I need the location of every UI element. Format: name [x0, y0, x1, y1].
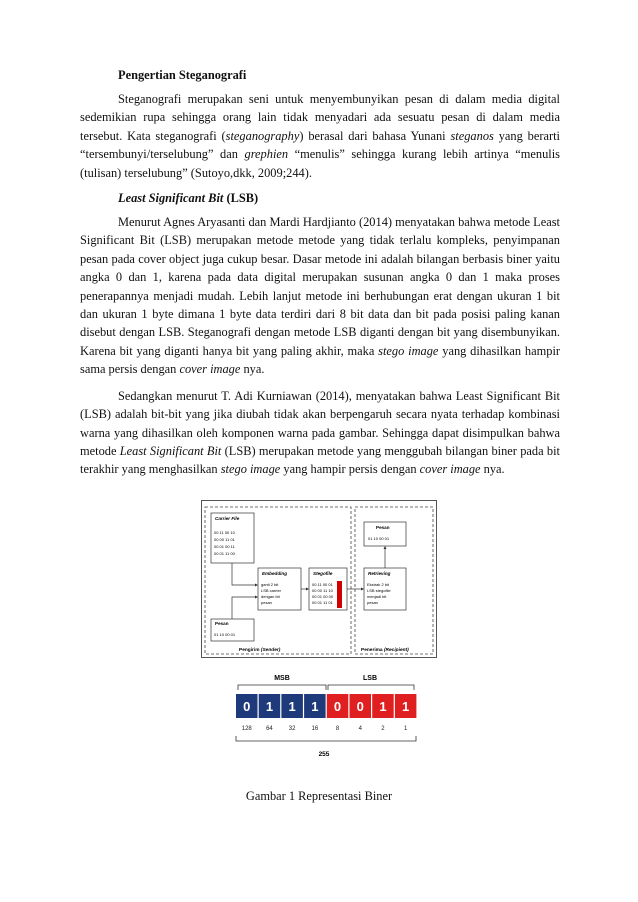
stegofile-line: 00 11 00 01 [312, 582, 333, 587]
text-run-italic: cover image [179, 362, 241, 377]
paragraph-steganografi [80, 90, 560, 182]
text-run: “menulis” sehingga kurang lebih artinya “menulis (tulisan) terselubung” (Sutoyo,dkk, 2009;244). [80, 147, 560, 180]
pesan-right-title: Pesan [376, 525, 390, 530]
text-run: yang berarti “tersembunyi/terselubung” dan [80, 128, 560, 162]
bit-value: 1 [265, 699, 274, 714]
bit-weight: 4 [358, 726, 362, 732]
paragraph-lsb-2 [80, 387, 560, 479]
bit-value: 1 [311, 699, 319, 714]
bit-weight: 32 [288, 726, 296, 732]
stegofile-title: Stegofile [313, 571, 333, 576]
text-run-italic: steganos [450, 128, 494, 143]
retrieving-line: pesan [367, 600, 378, 605]
bit-value: 1 [402, 699, 410, 714]
bit-weight: 16 [311, 726, 319, 732]
text-run-italic: steganography [225, 128, 300, 143]
text-run: yang hampir persis dengan [280, 462, 420, 477]
text-run: Menurut Agnes Aryasanti dan Mardi Hardjianto (2014) menyatakan bahwa metode Least Significant Bit (LSB) merupakan metode metode yang tidak terlalu kompleks, penyimpanan pesan pada cover object juga cukup besar. Dasar metode ini adalah bilangan berbasis biner yaitu angka 0 dan 1, karena pada data digital merupakan susunan angka 0 dan 1 maka proses penerapannya menjadi mudah. Lebih lanjut metode ini berhubungan erat dengan ukuran 1 bit dan ukuran 1 byte dimana 1 byte data terdiri dari 8 bit data dan bit pada posisi paling kanan disebut dengan LSB. Steganografi dengan metode LSB diganti dengan bit yang disembunyikan. Karena bit yang diganti hanya bit yang paling akhir, maka [80, 215, 560, 358]
text-run-italic: grephien [244, 147, 289, 162]
text-run: nya. [480, 462, 505, 477]
bit-weight: 64 [266, 726, 273, 732]
msb-label: MSB [274, 675, 290, 682]
text-run-italic: cover image [419, 462, 481, 477]
total-value: 255 [318, 751, 330, 758]
text-run-italic: Least Significant Bit [119, 443, 222, 458]
paper-page [80, 66, 560, 479]
total-bracket [236, 736, 416, 741]
stegofile-line: 00 00 11 10 [312, 588, 333, 593]
section-heading-lsb [118, 189, 560, 207]
bit-weight: 1 [403, 726, 408, 732]
embedding-line: dengan bit [261, 594, 280, 599]
recipient-label [361, 647, 409, 653]
text-run-italic: stego image [220, 462, 281, 477]
bit-value: 0 [243, 699, 251, 714]
bit-value: 1 [379, 699, 387, 714]
sender-label [239, 647, 281, 653]
embedding-line: LSB carrier [261, 588, 282, 593]
text-run: (LSB) merupakan metode yang menggubah bilangan biner pada bit terakhir yang menghasilkan [80, 443, 560, 477]
text-run: Steganografi merupakan seni untuk menyembunyikan pesan di dalam media digital sedemikian rupa sehingga orang lain tidak menyadari ada sesuatu pesan di dalam media tersebut. Kata steganografi ( [80, 92, 560, 143]
section-heading-steganografi: Pengertian Steganografi [118, 68, 247, 82]
embedding-line: pesan [261, 600, 272, 605]
steganography-diagram [201, 500, 437, 658]
text-run: nya. [240, 362, 265, 377]
retrieving-line: menjadi bit [367, 594, 387, 599]
paragraph-lsb-1 [80, 213, 560, 379]
pesan-left-value: 01 10 00 01 [214, 632, 236, 637]
binary-representation [232, 672, 422, 772]
lsb-label: LSB [363, 675, 377, 682]
heading-rest: (LSB) [223, 191, 259, 206]
retrieving-line: LSB stegofile [367, 588, 391, 593]
bit-weight: 2 [381, 726, 385, 732]
carrier-line: 00 01 11 00 [214, 551, 235, 556]
bit-weight: 128 [241, 726, 252, 732]
embedding-line: ganti 2 bit [261, 582, 279, 587]
carrier-file-title: Carrier File [215, 516, 240, 521]
sender-label-italic: (Sender) [260, 648, 281, 653]
stegofile-highlight [337, 581, 342, 608]
msb-bracket [238, 685, 326, 690]
bit-value: 0 [356, 699, 364, 714]
recipient-label-italic: (Recipient) [383, 648, 409, 653]
text-run: Sedangkan menurut T. Adi Kurniawan (2014), menyatakan bahwa Least Significant Bit (LSB) adalah bit-bit yang jika diubah tidak akan berpengaruh secara nyata terhadap kombinasi warna yang dihasilkan oleh komponen warna pada gambar. Sehingga dapat disimpulkan bahwa metode [80, 388, 560, 458]
pesan-left-title: Pesan [215, 621, 229, 626]
carrier-line: 00 00 11 01 [214, 537, 235, 542]
bit-value: 0 [333, 699, 342, 714]
embedding-title: Embedding [262, 571, 288, 576]
carrier-line: 00 01 00 11 [214, 544, 235, 549]
retrieving-line: Ekstrak 2 bit [367, 582, 390, 587]
text-run: yang dihasilkan hampir sama persis dengan [80, 343, 561, 377]
sender-label-text: Pengirim [239, 648, 260, 653]
carrier-line: 00 11 00 10 [214, 530, 235, 535]
stegofile-line: 00 01 11 01 [312, 600, 333, 605]
retrieving-title: Retrieving [368, 571, 391, 576]
lsb-bracket [328, 685, 414, 690]
bit-weight: 8 [335, 726, 340, 732]
stegofile-line: 00 01 00 00 [312, 594, 334, 599]
text-run: ) berasal dari bahasa Yunani [299, 128, 451, 143]
recipient-label-text: Penerima [361, 648, 383, 653]
bit-value: 1 [288, 699, 296, 714]
bit-cells [236, 694, 416, 732]
text-run-italic: stego image [378, 343, 439, 358]
figure-caption: Gambar 1 Representasi Biner [245, 789, 393, 803]
pesan-right-value: 01 10 00 01 [368, 536, 390, 541]
heading-italic: Least Significant Bit [118, 191, 224, 206]
